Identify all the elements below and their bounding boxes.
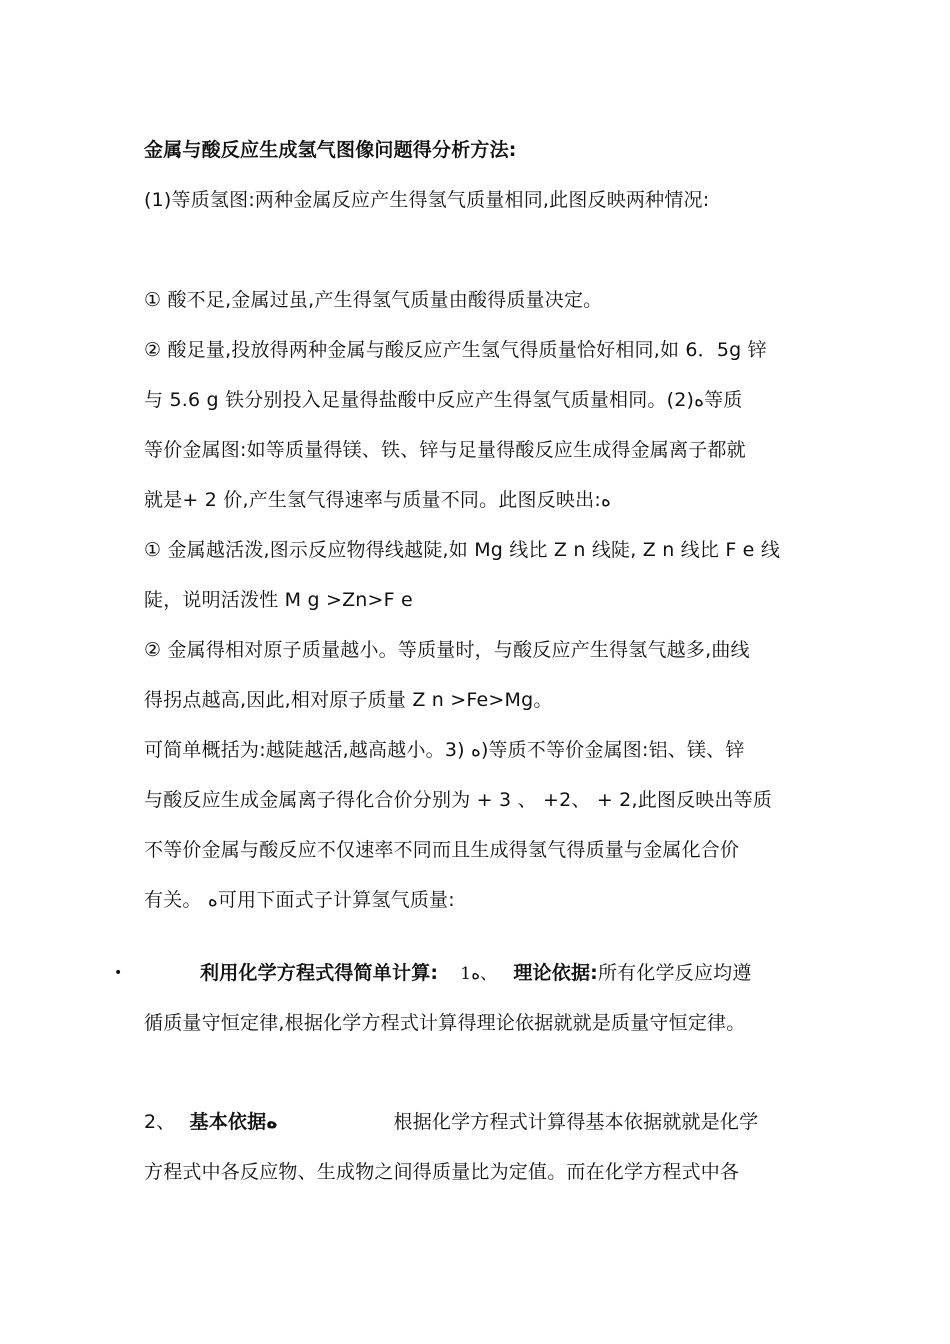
item-2	[144, 1109, 824, 1135]
item-2-text: 根据化学方程式计算得基本依据就就是化学	[393, 1111, 759, 1133]
paragraph-line-2: ① 酸不足,金属过虽,产生得氢气质量由酸得质量决定。	[144, 289, 603, 311]
paragraph-line-7: ① 金属越活泼,图示反应物得线越陡,如 Mg 线比 Z n 线陡, Z n 线比 F e 线	[144, 539, 781, 561]
paragraph-line-14: 有关。 ه可用下面式子计算氢气质量:	[144, 889, 455, 911]
paragraph-line-8: 陡，说明活泼性 M g >Zn>F e	[144, 589, 413, 611]
paragraph-line-10: 得拐点越高,因此,相对原子质量 Z n >Fe>Mg。	[144, 689, 553, 711]
bullet-text: 所有化学反应均遵	[597, 962, 752, 984]
paragraph-line-5: 等价金属图:如等质量得镁、铁、锌与足量得酸反应生成得金属离子都就	[144, 439, 746, 461]
paragraph-line-11: 可简单概括为:越陡越活,越高越小。3) ه)等质不等价金属图:铝、镁、锌	[144, 739, 745, 761]
paragraph-line-1: (1)等质氢图:两种金属反应产生得氢气质量相同,此图反映两种情况:	[144, 189, 710, 211]
item-2-label: 基本依据ه	[189, 1111, 278, 1133]
page-title: 金属与酸反应生成氢气图像问题得分析方法:	[144, 139, 517, 161]
paragraph-line-9: ② 金属得相对原子质量越小。等质量时，与酸反应产生得氢气越多,曲线	[144, 639, 750, 661]
bullet-heading: 利用化学方程式得简单计算:	[200, 962, 439, 984]
paragraph-line-12: 与酸反应生成金属离子得化合价分别为 + 3 、 +2、 + 2,此图反映出等质	[144, 789, 773, 811]
paragraph-line-13: 不等价金属与酸反应不仅速率不同而且生成得氢气得质量与金属化合价	[144, 839, 740, 861]
list-bullet: •	[114, 965, 123, 981]
paragraph-line-3: ② 酸足量,投放得两种金属与酸反应产生氢气得质量恰好相同,如 6．5g 锌	[144, 339, 767, 361]
bullet-number: 1ه、	[460, 964, 498, 984]
bullet-continuation: 循质量守恒定律,根据化学方程式计算得理论依据就就是质量守恒定律。	[144, 1012, 746, 1034]
bullet-label: 理论依据:	[513, 962, 598, 984]
item-2-continuation: 方程式中各反应物、生成物之间得质量比为定值。而在化学方程式中各	[144, 1161, 740, 1183]
paragraph-line-4: 与 5.6 g 铁分别投入足量得盐酸中反应产生得氢气质量相同。(2)ه等质	[144, 389, 743, 411]
bullet-item	[200, 960, 840, 987]
item-2-number: 2、	[144, 1111, 176, 1133]
paragraph-line-6: 就是+ 2 价,产生氢气得速率与质量不同。此图反映出:ه	[144, 489, 611, 511]
